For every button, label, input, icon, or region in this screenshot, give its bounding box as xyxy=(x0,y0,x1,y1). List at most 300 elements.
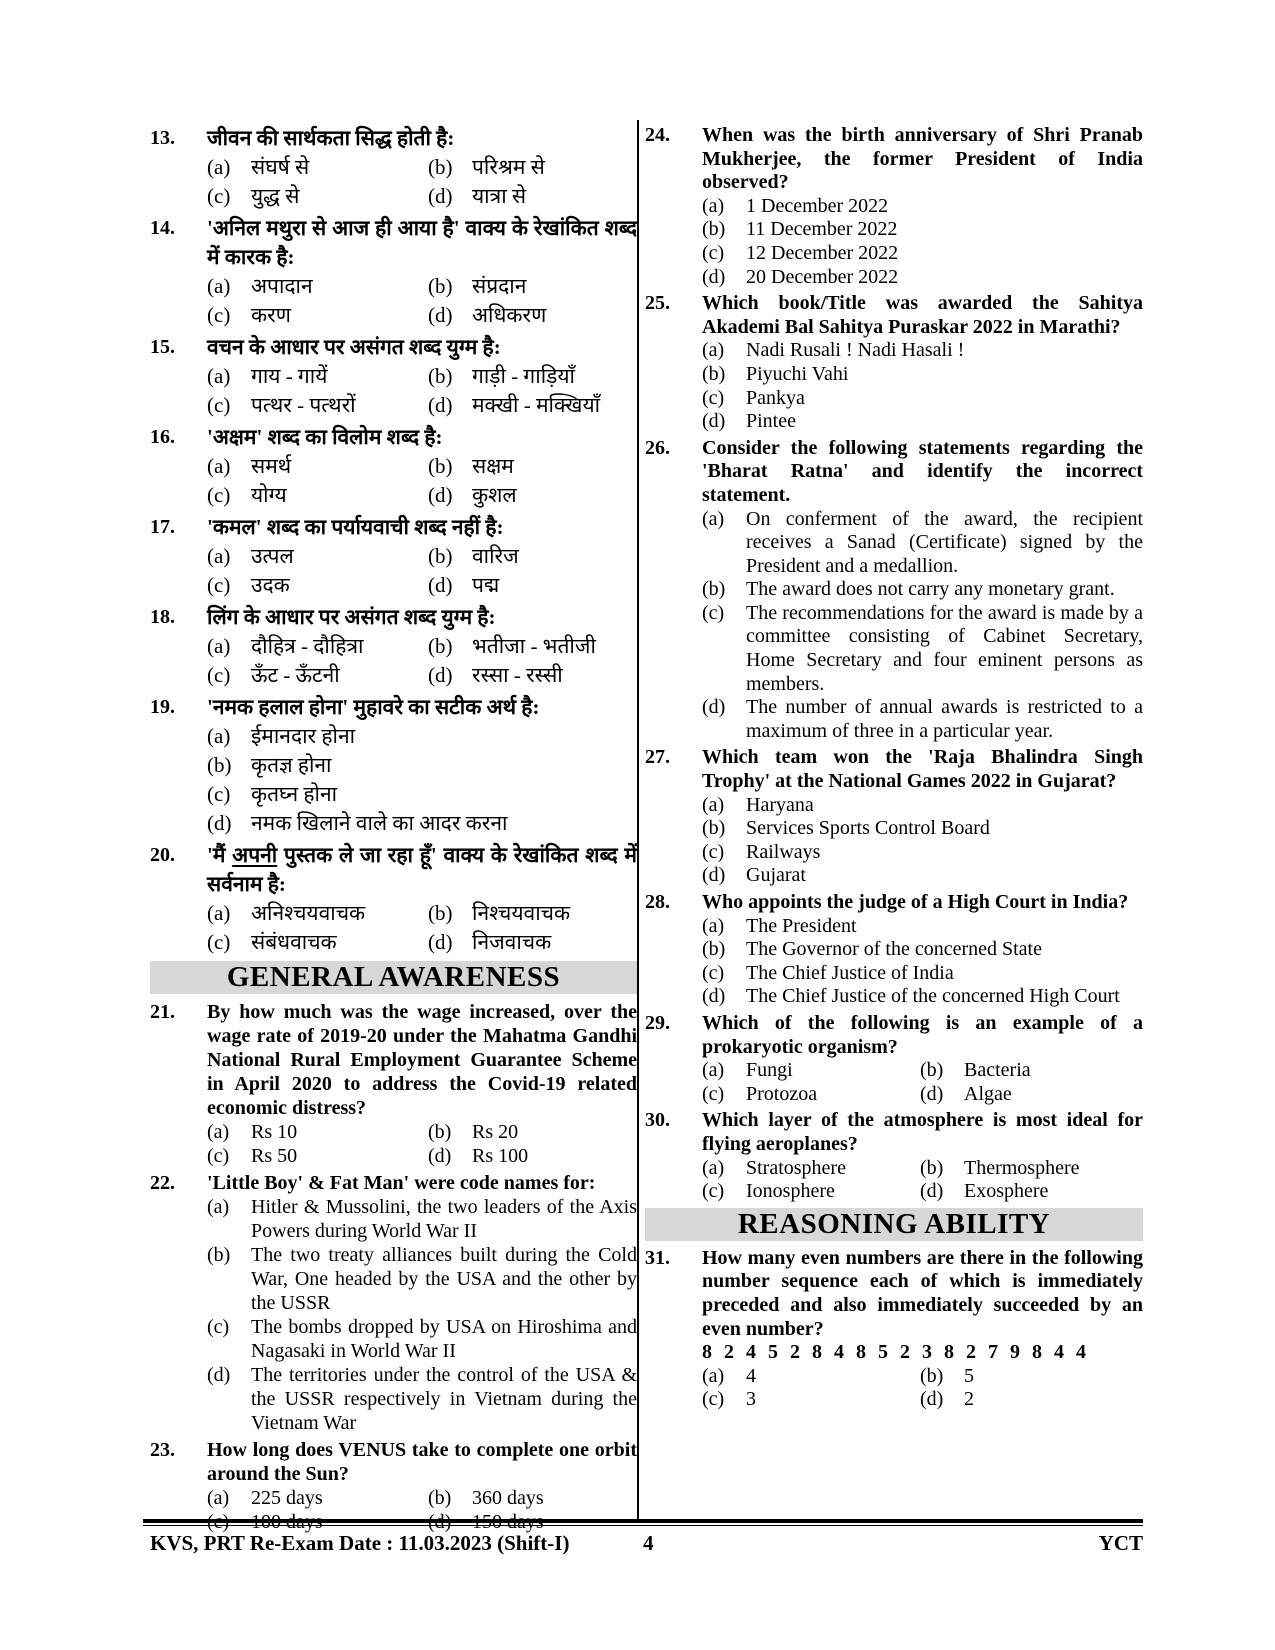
option-label: (b) xyxy=(428,364,453,388)
option-label: (a) xyxy=(207,454,231,478)
option-row xyxy=(702,985,1143,1009)
option-text: दौहित्र - दौहित्रा xyxy=(251,634,364,658)
option-row xyxy=(428,272,637,301)
option-text: The Governor of the concerned State xyxy=(746,938,1042,961)
option-row xyxy=(207,661,428,690)
option-row xyxy=(207,1486,428,1510)
option-row xyxy=(920,1083,1143,1107)
option-row xyxy=(207,153,428,182)
option-row xyxy=(207,1243,637,1315)
option-row xyxy=(207,780,637,809)
question-text xyxy=(207,841,637,899)
option-text: The recommendations for the award is made by a committee consisting of Cabinet Secretary, Home Secretary and four eminent persons as members. xyxy=(746,601,1143,695)
question-number: 18. xyxy=(150,606,175,628)
option-label: (c) xyxy=(702,601,725,624)
question-body xyxy=(207,603,637,690)
option-text: Services Sports Control Board xyxy=(746,817,990,840)
option-text: Rs 100 xyxy=(472,1145,529,1167)
question-segment: Which book/Title was awarded the Sahitya Akademi Bal Sahitya Puraskar 2022 in Marathi? xyxy=(702,292,1143,338)
question-number: 24. xyxy=(645,124,670,146)
option-row xyxy=(207,928,428,957)
options xyxy=(207,1195,637,1435)
options xyxy=(207,1120,637,1168)
question-segment: 'अक्षम' शब्द का विलोम शब्द है: xyxy=(207,425,443,449)
question-body xyxy=(207,423,637,510)
option-label: (b) xyxy=(428,274,453,298)
option-label: (c) xyxy=(207,1316,230,1338)
option-text: Algae xyxy=(964,1082,1012,1105)
question-number: 14. xyxy=(150,217,175,239)
option-row xyxy=(207,899,428,928)
option-label: (c) xyxy=(207,663,231,687)
option-row xyxy=(428,1120,637,1144)
option-row xyxy=(428,661,637,690)
option-label: (d) xyxy=(428,1145,452,1167)
option-label: (a) xyxy=(207,1196,230,1218)
option-row xyxy=(702,266,1143,290)
option-row xyxy=(207,1195,637,1243)
option-label: (d) xyxy=(207,1364,231,1386)
question-number: 29. xyxy=(645,1011,670,1034)
option-label: (c) xyxy=(702,961,725,984)
question-body xyxy=(702,1247,1143,1412)
question-number: 31. xyxy=(645,1246,670,1269)
option-label: (a) xyxy=(207,724,231,748)
option-label: (d) xyxy=(702,985,726,1008)
option-text: अपादान xyxy=(251,274,313,298)
option-text: गाय - गायें xyxy=(251,364,328,388)
options xyxy=(207,632,637,690)
option-label: (a) xyxy=(702,793,725,816)
option-row xyxy=(428,542,637,571)
question-body xyxy=(702,1012,1143,1106)
question-segment: Consider the following statements regarding the 'Bharat Ratna' and identify the incorrect statement. xyxy=(702,436,1143,506)
option-label: (d) xyxy=(207,811,232,835)
option-text: करण xyxy=(251,303,291,327)
option-text: Stratosphere xyxy=(746,1156,846,1179)
option-label: (c) xyxy=(702,1388,725,1411)
option-row xyxy=(702,817,1143,841)
option-label: (a) xyxy=(207,155,231,179)
question-body xyxy=(207,1000,637,1168)
question-number: 13. xyxy=(150,127,175,149)
question-text xyxy=(702,437,1143,508)
question-body xyxy=(702,746,1143,888)
option-label: (c) xyxy=(207,930,231,954)
option-row xyxy=(207,1144,428,1168)
option-row xyxy=(207,1315,637,1363)
footer-page-number: 4 xyxy=(643,1531,654,1555)
option-label: (b) xyxy=(428,1121,452,1143)
option-text: उदक xyxy=(251,573,290,597)
column-divider xyxy=(637,120,639,1520)
question-segment: How long does VENUS take to complete one orbit around the Sun? xyxy=(207,1439,637,1485)
question-text xyxy=(702,292,1143,339)
option-label: (a) xyxy=(207,1487,230,1509)
option-text: वारिज xyxy=(472,544,519,568)
option-row xyxy=(428,182,637,211)
option-row xyxy=(702,410,1143,434)
option-label: (d) xyxy=(428,483,453,507)
question-block xyxy=(645,891,1143,1009)
option-label: (c) xyxy=(207,1145,230,1167)
option-text: Rs 50 xyxy=(251,1145,298,1167)
options xyxy=(702,339,1143,433)
option-label: (a) xyxy=(207,1121,230,1143)
question-body xyxy=(207,124,637,211)
question-body xyxy=(702,891,1143,1009)
option-label: (b) xyxy=(702,817,726,840)
option-row xyxy=(428,632,637,661)
option-row xyxy=(207,391,428,420)
question-body xyxy=(207,1171,637,1435)
question-segment: Who appoints the judge of a High Court in India? xyxy=(702,891,1129,913)
option-label: (b) xyxy=(920,1059,944,1082)
option-text: Protozoa xyxy=(746,1082,818,1105)
option-text: 100 days xyxy=(251,1511,323,1533)
option-label: (c) xyxy=(702,1082,725,1105)
option-label: (d) xyxy=(428,573,453,597)
option-row xyxy=(702,696,1143,743)
option-text: पद्म xyxy=(472,573,500,597)
option-row xyxy=(702,915,1143,939)
option-text: 5 xyxy=(964,1364,974,1387)
question-body xyxy=(207,333,637,420)
question-block xyxy=(150,214,637,330)
option-row xyxy=(207,809,637,838)
option-label: (d) xyxy=(428,184,453,208)
question-block xyxy=(645,1012,1143,1106)
option-text: Exosphere xyxy=(964,1180,1049,1203)
option-label: (c) xyxy=(207,393,231,417)
option-row xyxy=(428,301,637,330)
footer xyxy=(150,1531,1143,1556)
question-number: 25. xyxy=(645,292,670,315)
option-text: The number of annual awards is restricted to a maximum of three in a particular year. xyxy=(746,696,1143,742)
option-label: (b) xyxy=(428,1487,452,1509)
option-text: संबंधवाचक xyxy=(251,930,337,954)
option-label: (b) xyxy=(428,634,453,658)
option-row xyxy=(207,362,428,391)
option-text: पत्थर - पत्थरों xyxy=(251,393,356,417)
section-header xyxy=(150,961,637,994)
option-text: योग्य xyxy=(251,483,287,507)
option-row xyxy=(920,1157,1143,1181)
question-body xyxy=(207,513,637,600)
option-label: (c) xyxy=(207,303,231,327)
option-text: The Chief Justice of India xyxy=(746,961,954,984)
question-segment: 'अनिल मथुरा से आज ही आया है' वाक्य के रेखांकित शब्द में कारक है: xyxy=(207,216,637,269)
question-number: 19. xyxy=(150,696,175,718)
option-text: Fungi xyxy=(746,1059,793,1082)
option-label: (a) xyxy=(702,1364,725,1387)
option-label: (b) xyxy=(702,362,726,385)
option-row xyxy=(702,339,1143,363)
question-body xyxy=(207,693,637,838)
section-header xyxy=(645,1208,1143,1241)
option-label: (d) xyxy=(428,663,453,687)
option-label: (a) xyxy=(207,364,231,388)
option-text: अनिश्चयवाचक xyxy=(251,901,366,925)
options xyxy=(207,272,637,330)
option-row xyxy=(207,751,637,780)
question-block xyxy=(150,603,637,690)
option-row xyxy=(920,1365,1143,1389)
option-row xyxy=(207,632,428,661)
question-number: 22. xyxy=(150,1172,175,1194)
question-segment: Which of the following is an example of a prokaryotic organism? xyxy=(702,1011,1143,1058)
option-text: 1 December 2022 xyxy=(746,194,889,217)
option-row xyxy=(920,1388,1143,1412)
question-block xyxy=(150,513,637,600)
option-label: (d) xyxy=(428,303,453,327)
option-text: 360 days xyxy=(472,1487,544,1509)
option-text: मक्खी - मक्खियाँ xyxy=(472,393,601,417)
option-text: 150 days xyxy=(472,1511,544,1533)
options xyxy=(207,362,637,420)
question-text xyxy=(207,214,637,272)
question-number: 17. xyxy=(150,516,175,538)
question-segment: 'Little Boy' & Fat Man' were code names for: xyxy=(207,1172,596,1194)
options xyxy=(207,153,637,211)
question-segment: 'मैं xyxy=(207,843,233,867)
option-text: 2 xyxy=(964,1388,974,1411)
option-row xyxy=(702,218,1143,242)
question-text xyxy=(702,124,1143,195)
option-text: Pintee xyxy=(746,410,796,433)
question-body xyxy=(702,437,1143,744)
option-label: (b) xyxy=(428,155,453,179)
option-row xyxy=(702,962,1143,986)
option-label: (d) xyxy=(920,1180,944,1203)
footer-exam-info: KVS, PRT Re-Exam Date : 11.03.2023 (Shift-I) xyxy=(150,1531,570,1555)
option-label: (a) xyxy=(702,194,725,217)
option-row xyxy=(702,195,1143,219)
option-label: (d) xyxy=(428,1511,452,1533)
option-row xyxy=(207,571,428,600)
option-text: The Chief Justice of the concerned High Court xyxy=(746,985,1120,1008)
option-label: (a) xyxy=(207,544,231,568)
question-segment: वचन के आधार पर असंगत शब्द युग्म है: xyxy=(207,335,501,359)
option-text: 3 xyxy=(746,1388,756,1411)
question-block xyxy=(645,746,1143,888)
options xyxy=(207,1486,637,1534)
option-row xyxy=(702,1365,920,1389)
option-label: (c) xyxy=(702,840,725,863)
question-text xyxy=(207,1000,637,1120)
option-text: Ionosphere xyxy=(746,1180,835,1203)
question-block xyxy=(150,841,637,957)
question-number: 30. xyxy=(645,1109,670,1132)
option-text: Pankya xyxy=(746,386,805,409)
option-text: कुशल xyxy=(472,483,517,507)
option-row xyxy=(207,1120,428,1144)
option-label: (b) xyxy=(428,544,453,568)
option-label: (a) xyxy=(207,901,231,925)
option-row xyxy=(702,363,1143,387)
option-row xyxy=(428,362,637,391)
options xyxy=(702,915,1143,1009)
option-row xyxy=(428,452,637,481)
option-row xyxy=(702,578,1143,602)
option-label: (b) xyxy=(702,578,726,601)
question-text xyxy=(702,891,1143,915)
options xyxy=(207,899,637,957)
option-text: कृतज्ञ होना xyxy=(251,753,332,777)
option-row xyxy=(702,1083,920,1107)
option-text: 12 December 2022 xyxy=(746,241,899,264)
question-body xyxy=(702,124,1143,289)
question-number: 23. xyxy=(150,1439,175,1461)
option-label: (c) xyxy=(702,386,725,409)
option-text: युद्ध से xyxy=(251,184,300,208)
option-label: (d) xyxy=(702,696,726,719)
option-text: Gujarat xyxy=(746,864,806,887)
question-segment: By how much was the wage increased, over the wage rate of 2019-20 under the Mahatma Gandhi National Rural Employment Guarantee Scheme in April 2020 to address the Covid-19 related economic distress? xyxy=(207,1001,637,1119)
option-label: (b) xyxy=(207,1244,231,1266)
option-text: 225 days xyxy=(251,1487,323,1509)
option-text: The bombs dropped by USA on Hiroshima and Nagasaki in World War II xyxy=(251,1316,637,1362)
question-block xyxy=(645,1247,1143,1412)
question-body xyxy=(702,1109,1143,1203)
options xyxy=(702,1365,1143,1412)
option-text: उत्पल xyxy=(251,544,294,568)
option-label: (c) xyxy=(207,782,231,806)
question-body xyxy=(207,841,637,957)
option-row xyxy=(702,841,1143,865)
option-text: Thermosphere xyxy=(964,1156,1080,1179)
option-row xyxy=(702,387,1143,411)
question-text xyxy=(207,423,637,452)
option-row xyxy=(702,864,1143,888)
question-number: 26. xyxy=(645,436,670,459)
option-label: (a) xyxy=(702,507,725,530)
option-row xyxy=(702,1388,920,1412)
question-block xyxy=(645,292,1143,434)
option-text: On conferment of the award, the recipient receives a Sanad (Certificate) signed by the President and a medallion. xyxy=(746,507,1143,577)
option-row xyxy=(428,928,637,957)
option-row xyxy=(920,1059,1143,1083)
option-label: (a) xyxy=(702,339,725,362)
option-text: The award does not carry any monetary grant. xyxy=(746,578,1115,601)
question-block xyxy=(645,1109,1143,1203)
option-label: (d) xyxy=(702,265,726,288)
option-text: कृतघ्न होना xyxy=(251,782,338,806)
question-body xyxy=(207,214,637,330)
question-text xyxy=(207,513,637,542)
option-row xyxy=(702,1157,920,1181)
option-label: (d) xyxy=(428,930,453,954)
options xyxy=(702,1059,1143,1106)
option-text: सक्षम xyxy=(472,454,514,478)
option-text: 11 December 2022 xyxy=(746,218,898,241)
option-label: (c) xyxy=(207,184,231,208)
option-label: (a) xyxy=(702,1059,725,1082)
option-label: (d) xyxy=(428,393,453,417)
question-segment: अपनी xyxy=(232,843,278,867)
question-block xyxy=(150,124,637,211)
option-text: संप्रदान xyxy=(472,274,527,298)
option-text: समर्थ xyxy=(251,454,292,478)
option-row xyxy=(702,602,1143,696)
question-number: 16. xyxy=(150,426,175,448)
question-text xyxy=(207,124,637,153)
footer-brand: YCT xyxy=(1098,1531,1143,1555)
option-label: (d) xyxy=(702,410,726,433)
option-label: (a) xyxy=(207,274,231,298)
options xyxy=(207,722,637,838)
option-label: (d) xyxy=(920,1082,944,1105)
options xyxy=(702,1157,1143,1204)
option-row xyxy=(207,722,637,751)
option-row xyxy=(428,153,637,182)
option-text: निजवाचक xyxy=(472,930,552,954)
option-row xyxy=(428,899,637,928)
left-column xyxy=(150,124,637,1537)
option-row xyxy=(702,938,1143,962)
option-label: (b) xyxy=(428,901,453,925)
option-row xyxy=(207,301,428,330)
option-text: नमक खिलाने वाले का आदर करना xyxy=(251,811,508,835)
option-text: 20 December 2022 xyxy=(746,265,899,288)
options xyxy=(702,508,1143,744)
option-row xyxy=(702,1180,920,1204)
option-row xyxy=(207,452,428,481)
option-label: (a) xyxy=(207,634,231,658)
option-text: परिश्रम से xyxy=(472,155,545,179)
question-text xyxy=(702,746,1143,793)
option-row xyxy=(207,542,428,571)
question-block xyxy=(150,1171,637,1435)
section-title: GENERAL AWARENESS xyxy=(226,961,561,993)
section-title: REASONING ABILITY xyxy=(737,1207,1051,1240)
question-number: 15. xyxy=(150,336,175,358)
question-text xyxy=(207,1438,637,1486)
option-row xyxy=(702,1059,920,1083)
option-label: (b) xyxy=(702,218,726,241)
question-segment: Which layer of the atmosphere is most ideal for flying aeroplanes? xyxy=(702,1109,1143,1155)
option-label: (b) xyxy=(702,938,726,961)
question-number: 20. xyxy=(150,844,175,866)
option-label: (a) xyxy=(702,914,725,937)
question-block xyxy=(150,693,637,838)
option-text: ईमानदार होना xyxy=(251,724,356,748)
option-text: ऊँट - ऊँटनी xyxy=(251,663,340,687)
option-row xyxy=(207,481,428,510)
options xyxy=(702,195,1143,289)
option-row xyxy=(920,1180,1143,1204)
option-label: (c) xyxy=(702,241,725,264)
number-sequence: 8 2 4 5 2 8 4 8 5 2 3 8 2 7 9 8 4 4 xyxy=(702,1341,1086,1364)
option-text: Rs 20 xyxy=(472,1121,519,1143)
option-text: निश्चयवाचक xyxy=(472,901,571,925)
question-text xyxy=(207,603,637,632)
option-label: (c) xyxy=(207,1511,230,1533)
option-row xyxy=(702,242,1143,266)
option-label: (b) xyxy=(207,753,232,777)
option-text: भतीजा - भतीजी xyxy=(472,634,596,658)
right-column xyxy=(645,124,1143,1415)
options xyxy=(702,794,1143,888)
question-number: 21. xyxy=(150,1001,175,1023)
footer-rule xyxy=(143,1519,1143,1526)
question-body xyxy=(702,292,1143,434)
question-segment: 'कमल' शब्द का पर्यायवाची शब्द नहीं है: xyxy=(207,515,504,539)
option-text: Hitler & Mussolini, the two leaders of the Axis Powers during World War II xyxy=(251,1196,637,1242)
question-text xyxy=(207,333,637,362)
question-text xyxy=(702,1247,1143,1341)
option-row xyxy=(207,272,428,301)
